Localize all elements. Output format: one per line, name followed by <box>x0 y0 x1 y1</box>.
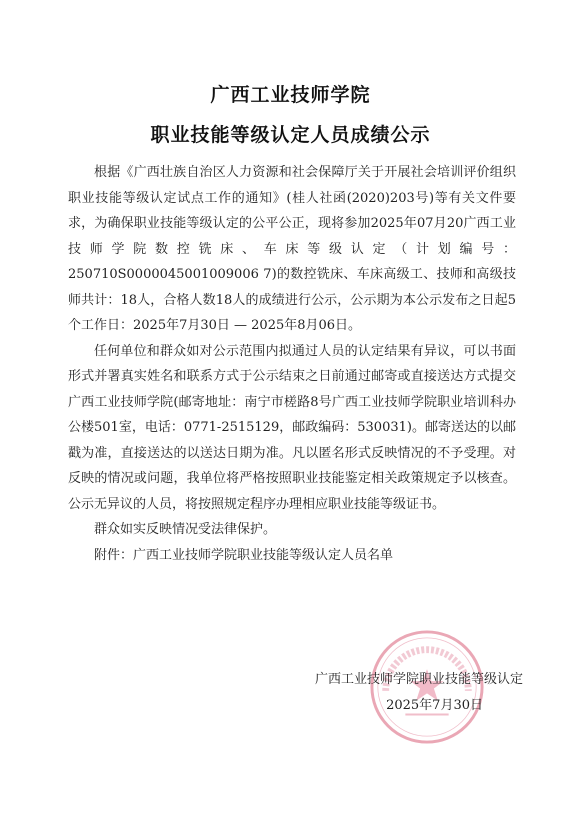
paragraph-attachment: 附件：广西工业技师学院职业技能等级认定人员名单 <box>94 547 394 563</box>
document-body <box>68 160 516 568</box>
official-seal-icon <box>368 628 486 746</box>
document-subtitle: 职业技能等级认定人员成绩公示 <box>150 124 431 146</box>
document-title: 广西工业技师学院 <box>210 84 371 106</box>
signature-date: 2025年7月30日 <box>386 698 483 713</box>
paragraph-notice: 根据《广西壮族自治区人力资源和社会保障厅关于开展社会培训评价组织职业技能等级认定试点工作的通知》(桂人社函(2020)203号)等有关文件要求，为确保职业技能等级认定的公平公正，现将参加2025年07月20广西工业技师学院数控铣床、车床等级认定（计划编号：250710S0000045001009006 7)的数控铣床、车床高级工、技师和高级技师共计：18人，合格人数18人的成绩进行公示，公示期为本公示发布之日起5个工作日：2025年7月30日 — 2025年8月06日。 <box>68 165 516 333</box>
paragraph-objection: 任何单位和群众如对公示范围内拟通过人员的认定结果有异议，可以书面形式并署真实姓名和联系方式于公示结束之日前通过邮寄或直接送达方式提交广西工业技师学院(邮寄地址：南宁市槎路8号广西工业技师学院职业培训科办公楼501室，电话：0771-2515129，邮政编码：530031)。邮寄送达的以邮戳为准，直接送达的以送达日期为准。凡以匿名形式反映情况的不予受理。对反映的情况或问题，我单位将严格按照职业技能鉴定相关政策规定予以核查。公示无异议的人员，将按照规定程序办理相应职业技能等级证书。 <box>68 343 516 512</box>
paragraph-protection: 群众如实反映情况受法律保护。 <box>94 522 277 537</box>
signature-organization: 广西工业技师学院职业技能等级认定 <box>314 672 523 687</box>
